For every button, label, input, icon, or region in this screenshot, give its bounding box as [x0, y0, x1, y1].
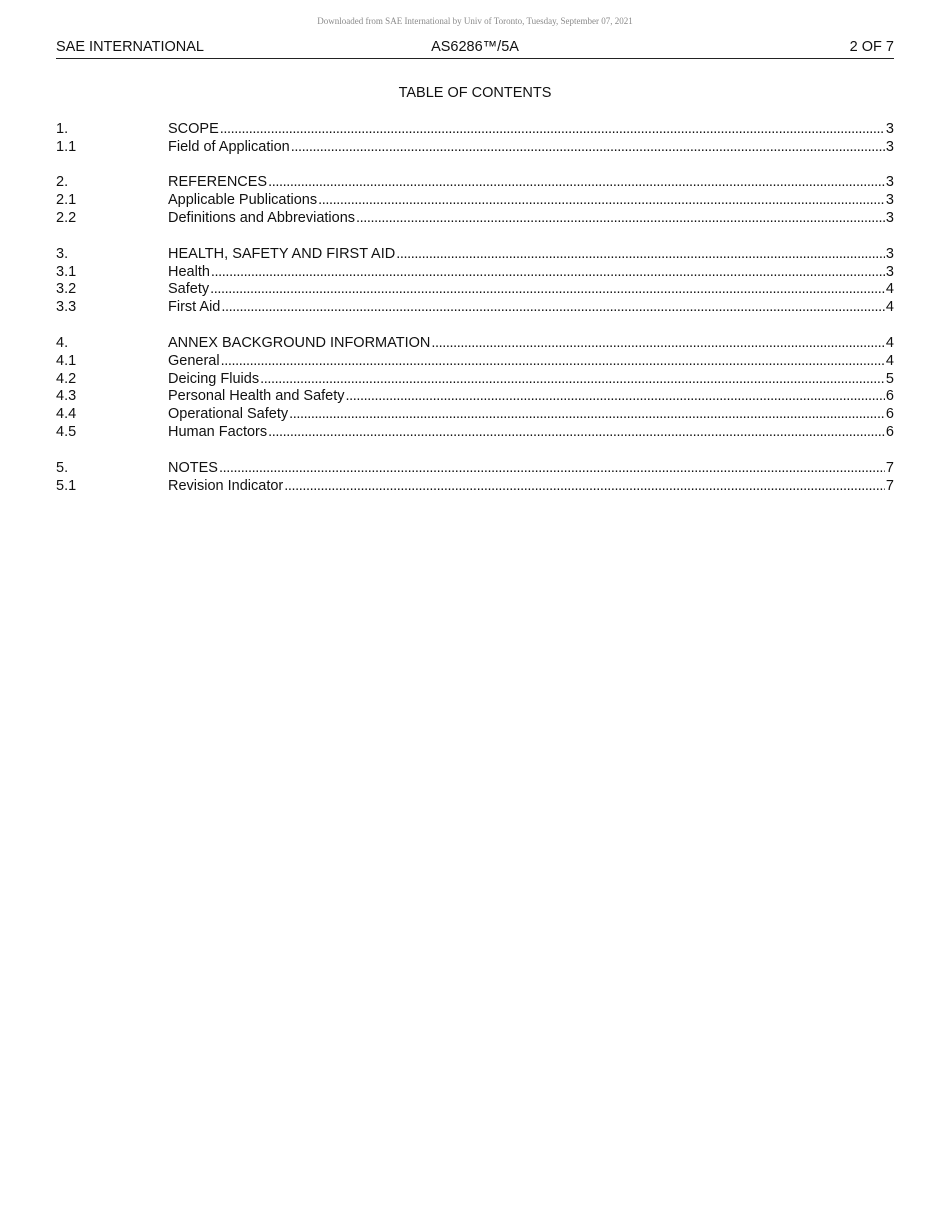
toc-entry-line	[168, 460, 894, 478]
toc-entry-line	[168, 246, 894, 264]
toc-entry-page: 3	[885, 121, 894, 137]
dot-leader	[431, 335, 885, 353]
toc-entry[interactable]	[56, 299, 894, 317]
toc-entry-line	[168, 388, 894, 406]
toc-entry-title: Applicable Publications	[168, 192, 318, 209]
toc-entry-page: 4	[885, 299, 894, 316]
header-page-number: 2 OF 7	[849, 39, 894, 55]
toc-entry-line	[168, 210, 894, 228]
dot-leader	[396, 246, 885, 264]
toc-entry-title: Field of Application	[168, 138, 290, 155]
toc-entry-line	[168, 478, 894, 496]
toc-entry-number: 4.	[56, 334, 69, 351]
dot-leader	[220, 121, 885, 139]
toc-entry[interactable]	[56, 478, 894, 496]
toc-entry-title: Deicing Fluids	[168, 370, 260, 387]
toc-entry-number: 1.	[56, 121, 69, 137]
toc-entry-title: Human Factors	[168, 424, 268, 441]
toc-entry-title: Definitions and Abbreviations	[168, 210, 356, 227]
toc-entry-line	[168, 174, 894, 192]
toc-entry[interactable]	[56, 353, 894, 371]
toc-entry-title: General	[168, 352, 220, 369]
toc-entry-title: First Aid	[168, 299, 221, 316]
toc-entry-number: 4.5	[56, 424, 77, 441]
toc-entry-number: 1.1	[56, 138, 77, 155]
toc-entry-number: 3.1	[56, 263, 77, 280]
dot-leader	[210, 281, 885, 299]
header-organization: SAE INTERNATIONAL	[56, 39, 204, 55]
toc-entry-line	[168, 192, 894, 210]
table-of-contents	[56, 121, 894, 513]
toc-entry-title: SCOPE	[168, 121, 219, 137]
toc-entry-page: 3	[885, 138, 894, 155]
toc-entry-title: Operational Safety	[168, 406, 289, 423]
toc-entry[interactable]	[56, 246, 894, 264]
dot-leader	[221, 299, 885, 317]
toc-section-group	[56, 121, 894, 157]
toc-entry-line	[168, 299, 894, 317]
toc-entry-page: 4	[885, 334, 894, 351]
toc-entry[interactable]	[56, 121, 894, 139]
toc-entry[interactable]	[56, 388, 894, 406]
dot-leader	[268, 174, 885, 192]
toc-section-group	[56, 246, 894, 318]
toc-entry-number: 3.3	[56, 299, 77, 316]
toc-entry-number: 3.	[56, 245, 69, 262]
download-watermark: Downloaded from SAE International by Univ of Toronto, Tuesday, September 07, 2021	[317, 16, 633, 26]
toc-entry-title: REFERENCES	[168, 174, 268, 191]
toc-entry-title: ANNEX BACKGROUND INFORMATION	[168, 334, 431, 351]
toc-entry[interactable]	[56, 424, 894, 442]
toc-title: TABLE OF CONTENTS	[398, 85, 552, 101]
toc-entry-page: 4	[885, 352, 894, 369]
toc-entry-title: NOTES	[168, 459, 218, 476]
toc-entry-line	[168, 335, 894, 353]
toc-entry-number: 4.2	[56, 370, 77, 387]
toc-entry-line	[168, 424, 894, 442]
toc-entry-page: 3	[885, 263, 894, 280]
toc-entry-page: 6	[885, 406, 894, 423]
dot-leader	[260, 371, 885, 389]
toc-entry-number: 2.	[56, 174, 69, 191]
dot-leader	[289, 406, 885, 424]
toc-entry[interactable]	[56, 174, 894, 192]
dot-leader	[221, 353, 885, 371]
toc-entry-number: 5.	[56, 459, 69, 476]
toc-entry-page: 7	[885, 477, 894, 494]
toc-entry-page: 3	[885, 245, 894, 262]
toc-entry-line	[168, 121, 894, 139]
toc-entry-page: 7	[885, 459, 894, 476]
dot-leader	[291, 139, 885, 157]
toc-entry-number: 2.1	[56, 192, 77, 209]
toc-entry-page: 4	[885, 281, 894, 298]
toc-entry-line	[168, 406, 894, 424]
toc-entry-title: Safety	[168, 281, 210, 298]
dot-leader	[268, 424, 885, 442]
toc-entry-number: 5.1	[56, 477, 77, 494]
toc-entry-title: HEALTH, SAFETY AND FIRST AID	[168, 245, 396, 262]
toc-entry-page: 3	[885, 210, 894, 227]
dot-leader	[284, 478, 885, 496]
toc-entry-line	[168, 353, 894, 371]
toc-entry-page: 6	[885, 388, 894, 405]
dot-leader	[219, 460, 885, 478]
toc-entry-line	[168, 281, 894, 299]
toc-entry-page: 3	[885, 174, 894, 191]
page-header	[56, 38, 894, 59]
toc-entry[interactable]	[56, 281, 894, 299]
toc-entry-number: 2.2	[56, 210, 77, 227]
dot-leader	[356, 210, 885, 228]
toc-entry-line	[168, 139, 894, 157]
toc-entry[interactable]	[56, 264, 894, 282]
toc-entry-title: Personal Health and Safety	[168, 388, 345, 405]
toc-entry[interactable]	[56, 460, 894, 478]
toc-entry-number: 4.4	[56, 406, 77, 423]
toc-entry[interactable]	[56, 139, 894, 157]
toc-entry-number: 4.3	[56, 388, 77, 405]
toc-entry-number: 4.1	[56, 352, 77, 369]
toc-entry[interactable]	[56, 210, 894, 228]
toc-entry-title: Revision Indicator	[168, 477, 284, 494]
toc-entry-number: 3.2	[56, 281, 77, 298]
toc-entry-page: 5	[885, 370, 894, 387]
dot-leader	[211, 264, 885, 282]
header-document-number: AS6286™/5A	[431, 39, 519, 55]
dot-leader	[318, 192, 885, 210]
toc-entry-title: Health	[168, 263, 210, 280]
toc-section-group	[56, 335, 894, 442]
toc-entry-line	[168, 371, 894, 389]
toc-entry[interactable]	[56, 192, 894, 210]
toc-entry[interactable]	[56, 371, 894, 389]
toc-entry[interactable]	[56, 406, 894, 424]
dot-leader	[346, 388, 885, 406]
toc-entry-page: 6	[885, 424, 894, 441]
toc-section-group	[56, 460, 894, 496]
toc-entry-page: 3	[885, 192, 894, 209]
toc-entry[interactable]	[56, 335, 894, 353]
toc-section-group	[56, 174, 894, 228]
toc-entry-line	[168, 264, 894, 282]
